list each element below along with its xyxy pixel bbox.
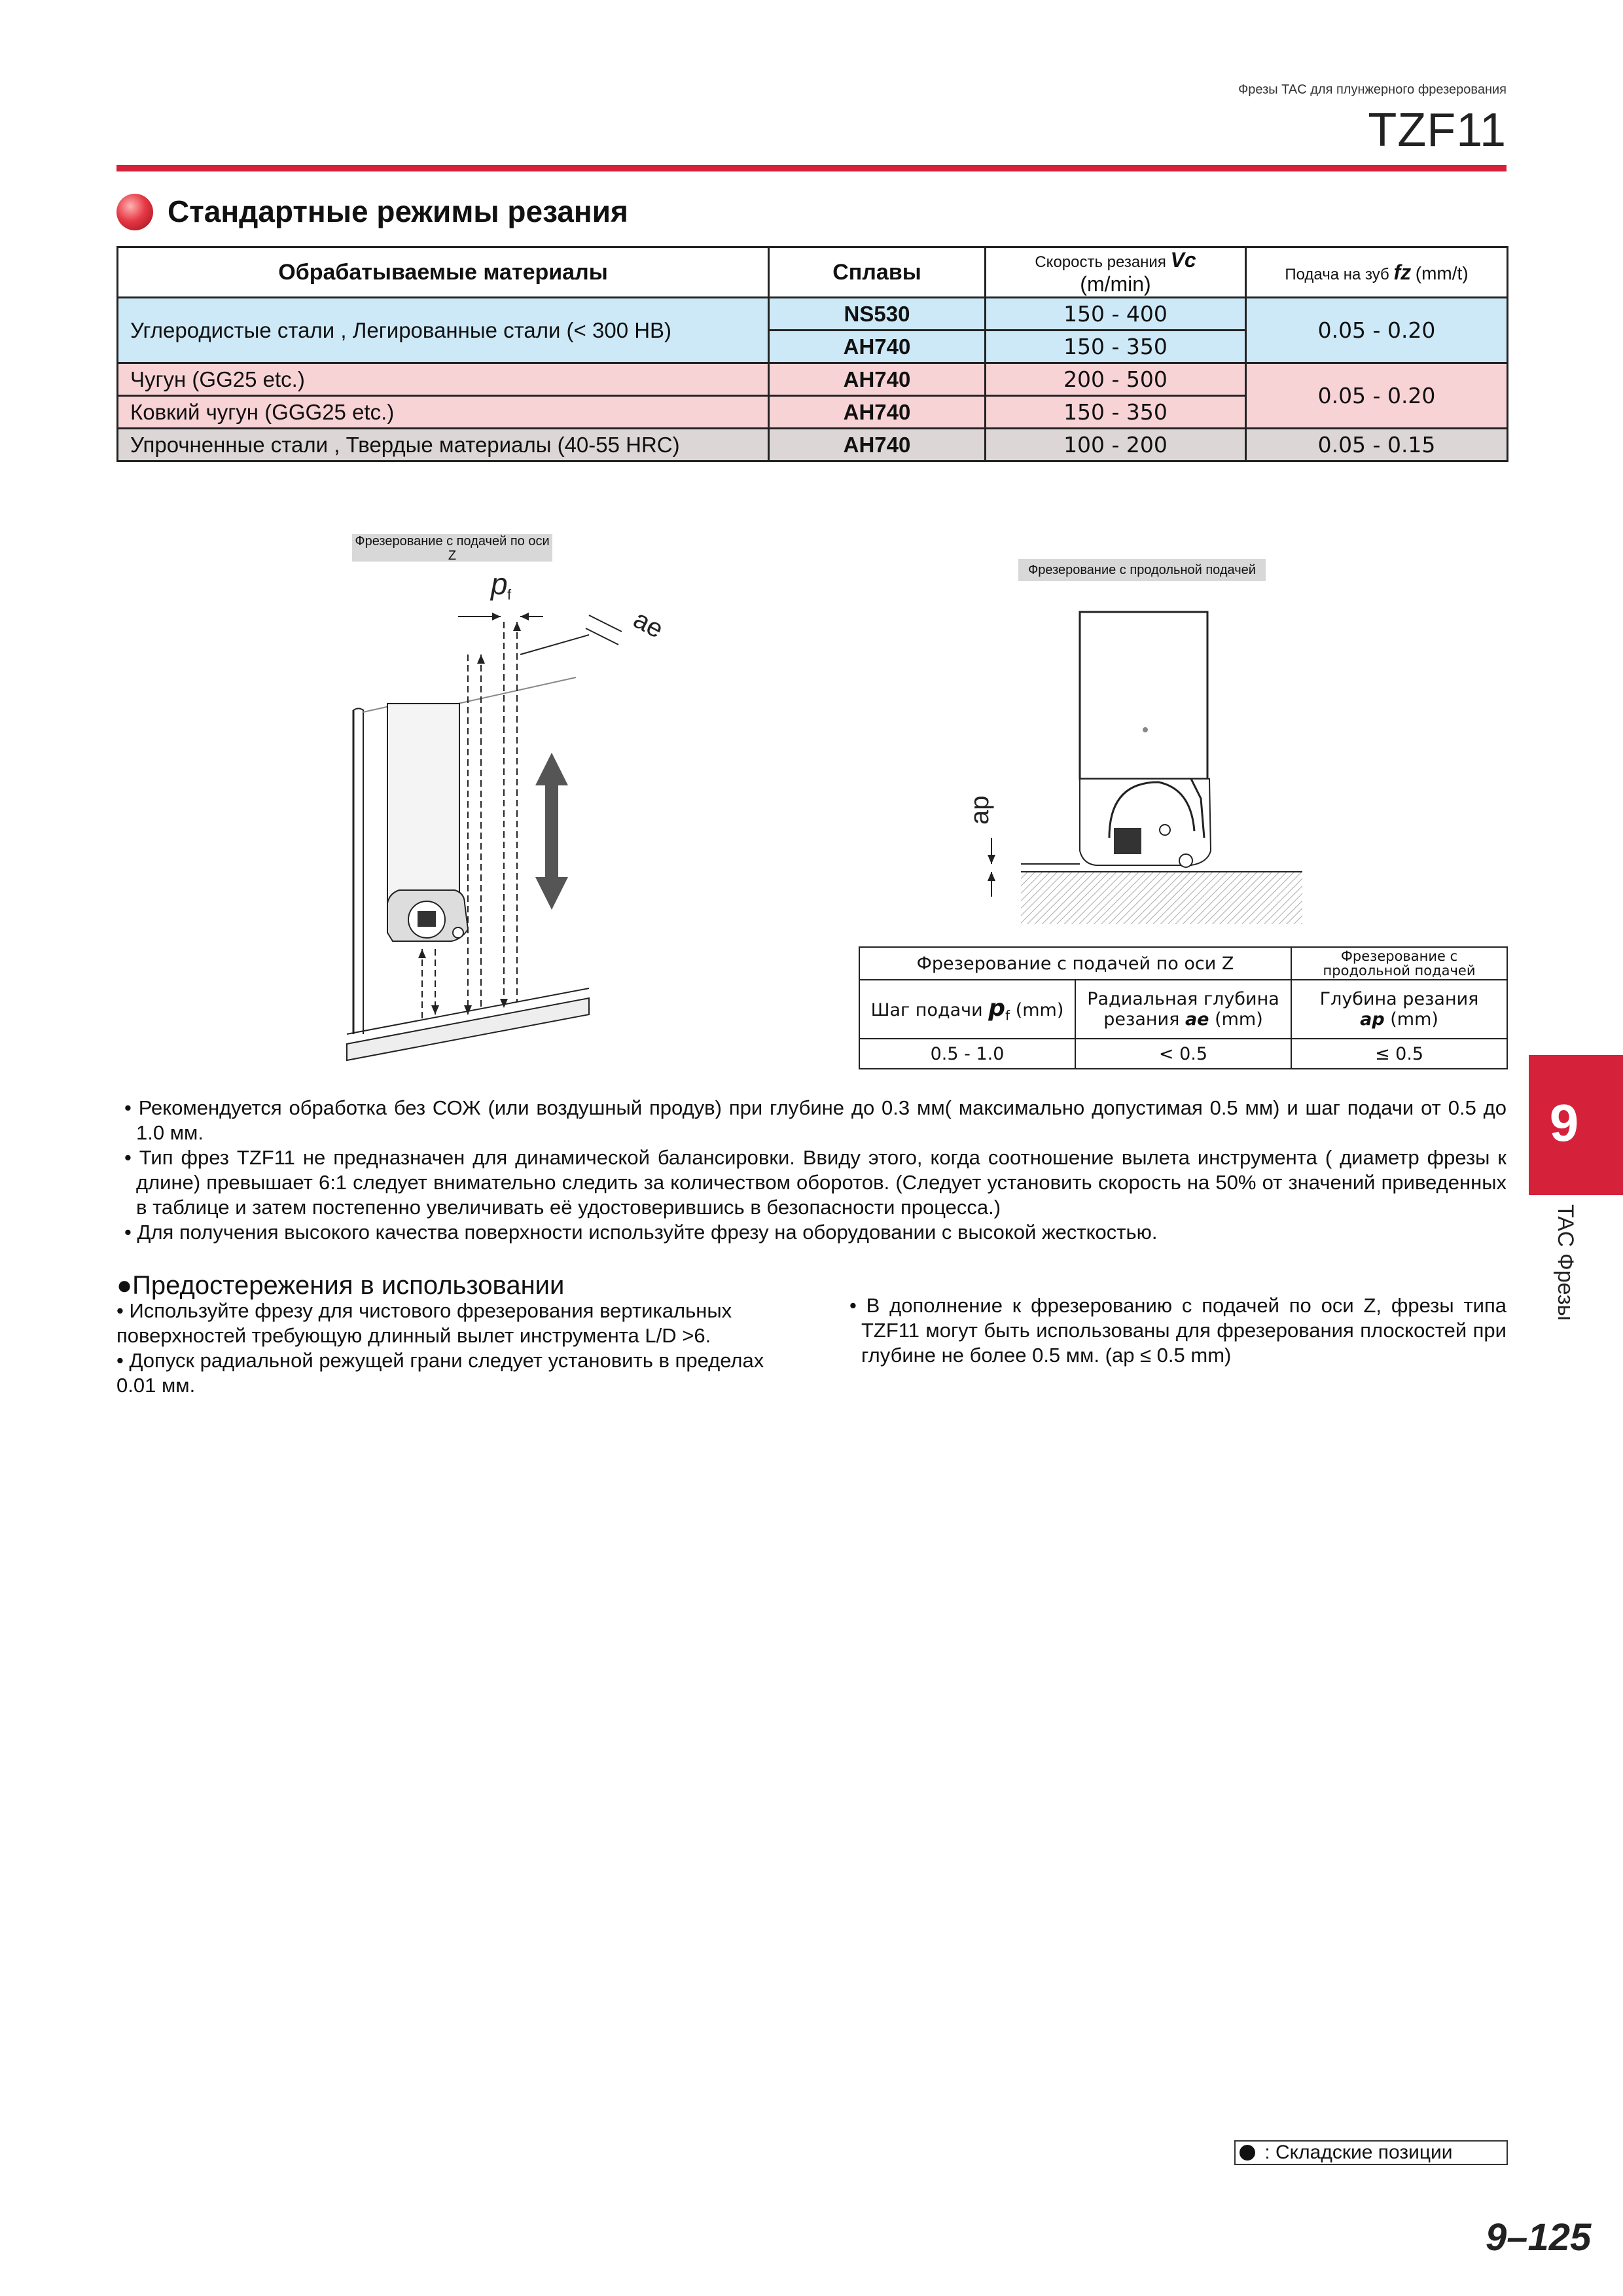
caution-left-column [116,1299,784,1398]
pf-value: 0.5 - 1.0 [859,1039,1075,1069]
ap-header: Глубина резания ap (mm) [1291,980,1507,1039]
caution-item: • Допуск радиальной режущей грани следует установить в пределах 0.01 мм. [116,1349,764,1397]
long-milling-header: Фрезерование с продольной подачей [1291,947,1507,980]
header-rule [116,165,1507,171]
caution-item: • Используйте фрезу для чистового фрезерования вертикальных поверхностей требующую длинный вылет инструмента L/D >6. [116,1299,732,1347]
alloy-cell: AH740 [769,331,986,363]
pf-header: Шаг подачи $p_f$ (mm) [859,980,1075,1039]
ae-value: < 0.5 [1075,1039,1291,1069]
caution-item: • В дополнение к фрезерованию с подачей по оси Z, фрезы типа TZF11 могут быть использованы для фрезерования плоскостей при глубине не более 0.5 мм. (ap ≤ 0.5 mm) [849,1294,1507,1367]
material-cell: Упрочненные стали , Твердые материалы (40-55 HRC) [118,429,769,461]
milling-parameters-table [859,946,1508,1069]
material-cell: Чугун (GG25 etc.) [118,363,769,396]
product-title: TZF11 [1368,104,1507,156]
caution-title: ●Предостережения в использовании [116,1271,565,1300]
z-milling-diagram [327,563,694,1073]
speed-cell: 100 - 200 [986,429,1246,461]
note-item: • Тип фрез TZF11 не предназначен для динамической балансировки. Ввиду этого, когда соотношение вылета инструмента ( диаметр фрезы к длине) превышает 6:1 следует внимательно следить за количеством оборотов. (Следует установить скорость на 50% от значений приведенных в таблице и затем постепенно увеличивать её удостоверившись в безопасности процесса.) [124,1146,1507,1219]
pf-symbol: p [491,567,508,601]
material-cell: Ковкий чугун (GGG25 etc.) [118,396,769,429]
pf-subscript: f [507,586,512,603]
speed-cell: 150 - 400 [986,298,1246,331]
speed-cell: 150 - 350 [986,396,1246,429]
alloy-cell: AH740 [769,429,986,461]
feed-cell: 0.05 - 0.20 [1246,298,1508,363]
table-row [859,980,1507,1039]
material-cell: Углеродистые стали , Легированные стали (< 300 HB) [118,298,769,363]
long-milling-label: Фрезерование с продольной подачей [1018,559,1266,581]
ae-header: Радиальная глубина резания ae (mm) [1075,980,1291,1039]
section-bullet-icon [116,194,153,230]
header-alloys: Сплавы [769,247,986,298]
caution-right-column [843,1293,1507,1368]
table-row [859,947,1507,980]
table-header-row [118,247,1508,298]
speed-cell: 200 - 500 [986,363,1246,396]
alloy-cell: AH740 [769,363,986,396]
header-feed: Подача на зуб fz (mm/t) [1246,247,1508,298]
chapter-label: TAC Фрезы [1553,1204,1578,1321]
long-milling-diagram [949,602,1315,936]
cutting-conditions-table [116,246,1508,462]
alloy-cell: NS530 [769,298,986,331]
legend-text: : Складские позиции [1259,2142,1453,2163]
header-materials: Обрабатываемые материалы [118,247,769,298]
feed-cell: 0.05 - 0.20 [1246,363,1508,429]
note-item: • Для получения высокого качества поверхности используйте фрезу на оборудовании с высокой жесткостью. [124,1221,1158,1244]
feed-cell: 0.05 - 0.15 [1246,429,1508,461]
chapter-number: 9 [1549,1094,1579,1152]
stock-legend [1234,2140,1508,2165]
stock-dot-icon [1240,2145,1255,2161]
ap-symbol: ap [965,795,994,825]
header-speed: Скорость резания Vc (m/min) [986,247,1246,298]
z-milling-label: Фрезерование с подачей по оси Z [352,534,552,562]
table-row [118,363,1508,396]
ae-symbol: ae [628,605,668,644]
table-row [118,429,1508,461]
header-subtitle: Фрезы TAC для плунжерного фрезерования [1238,82,1507,97]
speed-cell: 150 - 350 [986,331,1246,363]
table-row [118,298,1508,331]
z-milling-header: Фрезерование с подачей по оси Z [859,947,1291,980]
ap-value: ≤ 0.5 [1291,1039,1507,1069]
alloy-cell: AH740 [769,396,986,429]
note-item: • Рекомендуется обработка без СОЖ (или воздушный продув) при глубине до 0.3 мм( максимально допустимая 0.5 мм) и шаг подачи от 0.5 до 1.0 мм. [124,1096,1507,1144]
recommendation-notes [116,1096,1507,1245]
page-number: 9–125 [1486,2216,1592,2259]
table-row [859,1039,1507,1069]
section-title: Стандартные режимы резания [168,194,628,228]
